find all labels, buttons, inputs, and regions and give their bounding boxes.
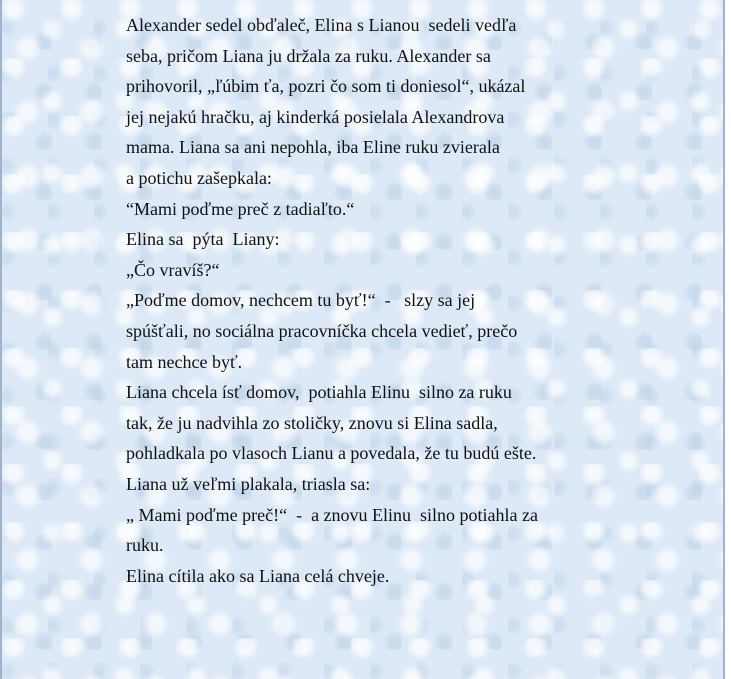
- text-line: tak, že ju nadvihla zo stoličky, znovu si Elina sadla,: [126, 412, 498, 433]
- text-line: „Poďme domov, nechcem tu byť!“ - slzy sa jej: [126, 290, 476, 311]
- text-line: ruku.: [126, 535, 164, 556]
- text-line: “Mami poďme preč z tadiaľto.“: [126, 198, 355, 219]
- text-line: pohladkala po vlasoch Lianu a povedala, že tu budú ešte.: [126, 443, 537, 464]
- story-text: [126, 10, 726, 591]
- text-line: spúšťali, no sociálna pracovníčka chcela vedieť, prečo: [126, 320, 518, 341]
- text-line: Elina sa pýta Liany:: [126, 229, 280, 250]
- text-line: Elina cítila ako sa Liana celá chveje.: [126, 565, 390, 586]
- text-line: seba, pričom Liana ju držala za ruku. Alexander sa: [126, 45, 491, 66]
- text-line: jej nejakú hračku, aj kinderká posielala Alexandrova: [126, 106, 505, 127]
- text-line: a potichu zašepkala:: [126, 167, 272, 188]
- text-line: Liana chcela ísť domov, potiahla Elinu silno za ruku: [126, 382, 512, 403]
- text-line: Alexander sedel obďaleč, Elina s Lianou sedeli vedľa: [126, 15, 517, 35]
- text-line: „ Mami poďme preč!“ - a znovu Elinu silno potiahla za: [126, 504, 539, 525]
- text-line: mama. Liana sa ani nepohla, iba Eline ruku zvierala: [126, 137, 500, 158]
- page-edge: [725, 0, 731, 679]
- text-line: tam nechce byť.: [126, 351, 243, 372]
- text-line: „Čo vravíš?“: [126, 259, 220, 280]
- text-line: Liana už veľmi plakala, triasla sa:: [126, 473, 371, 494]
- text-line: prihovoril, „ľúbim ťa, pozri čo som ti doniesol“, ukázal: [126, 76, 526, 97]
